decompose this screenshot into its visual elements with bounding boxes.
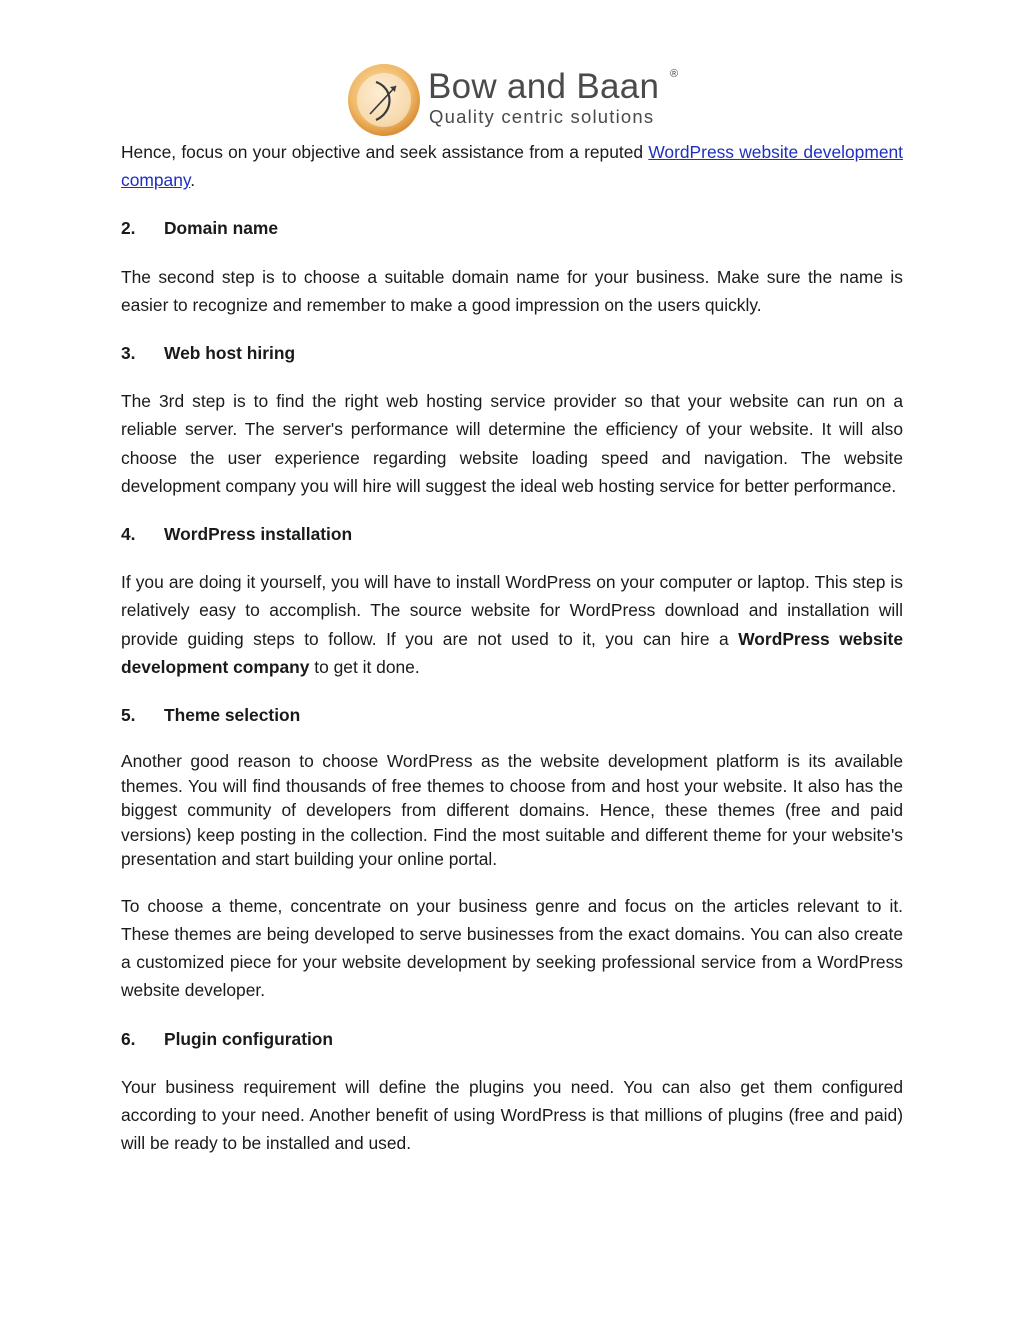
web-host-paragraph: The 3rd step is to find the right web hosting service provider so that your website can run on a reliable server. The server's performance will determine the efficiency of your website. It will also choose the user experience regarding website loading speed and navigation. The website development company you will hire will suggest the ideal web hosting service for better performance. (121, 391, 903, 496)
section-title: WordPress installation (164, 524, 353, 545)
installation-bold-phrase: WordPress website development company (121, 628, 903, 677)
brand-tagline: Quality centric solutions (429, 106, 655, 127)
wordpress-company-link[interactable]: WordPress website development company (121, 142, 903, 191)
domain-name-paragraph: The second step is to choose a suitable domain name for your business. Make sure the name is easier to recognize and remember to make a good impression on the users quickly. (121, 266, 903, 315)
section-number: 6. (121, 1028, 136, 1049)
intro-text: Hence, focus on your objective and seek assistance from a reputed (121, 142, 649, 162)
section-title: Domain name (164, 218, 279, 239)
section-heading-domain-name (121, 214, 903, 242)
installation-text-end: to get it done. (309, 656, 420, 677)
plugin-paragraph: Your business requirement will define the plugins you need. You can also get them configured according to your need. Another benefit of using WordPress is that millions of plugins (free and paid) will be ready to be installed and used. (121, 1076, 903, 1154)
registered-mark: ® (670, 68, 679, 80)
section-title: Plugin configuration (164, 1028, 334, 1049)
theme-paragraph-1: Another good reason to choose WordPress as the website development platform is its available themes. You will find thousands of free themes to choose from and host your website. It also has the biggest community of developers from different domains. Hence, these themes (free and paid versions) keep posting in the collection. Find the most suitable and different theme for your website's presentation and start building your online portal. (121, 751, 903, 870)
section-heading-plugin-configuration (121, 1025, 903, 1053)
section-heading-theme-selection (121, 701, 903, 729)
installation-paragraph (121, 568, 903, 681)
section-title: Web host hiring (164, 343, 296, 364)
installation-text: If you are doing it yourself, you will have to install WordPress on your computer or laptop. This step is relatively easy to accomplish. The source website for WordPress download and installation will provide guiding steps to follow. If you are not used to it, you can hire a (121, 572, 903, 649)
brand-logo (346, 62, 686, 140)
document-body (121, 138, 903, 1177)
bow-and-arrow-logo-icon (346, 62, 422, 138)
section-number: 4. (121, 524, 136, 545)
intro-paragraph (121, 138, 903, 194)
section-heading-wordpress-installation (121, 520, 903, 548)
theme-paragraph-2: To choose a theme, concentrate on your business genre and focus on the articles relevant to it. These themes are being developed to serve businesses from the exact domains. You can also create a customized piece for your website development by seeking professional service from a WordPress website developer. (121, 895, 903, 1001)
section-title: Theme selection (164, 705, 301, 726)
intro-period: . (190, 170, 196, 191)
section-number: 2. (121, 218, 136, 239)
brand-name: Bow and Baan (428, 67, 660, 106)
section-number: 3. (121, 343, 136, 364)
section-number: 5. (121, 705, 136, 726)
section-heading-web-host-hiring (121, 339, 903, 367)
